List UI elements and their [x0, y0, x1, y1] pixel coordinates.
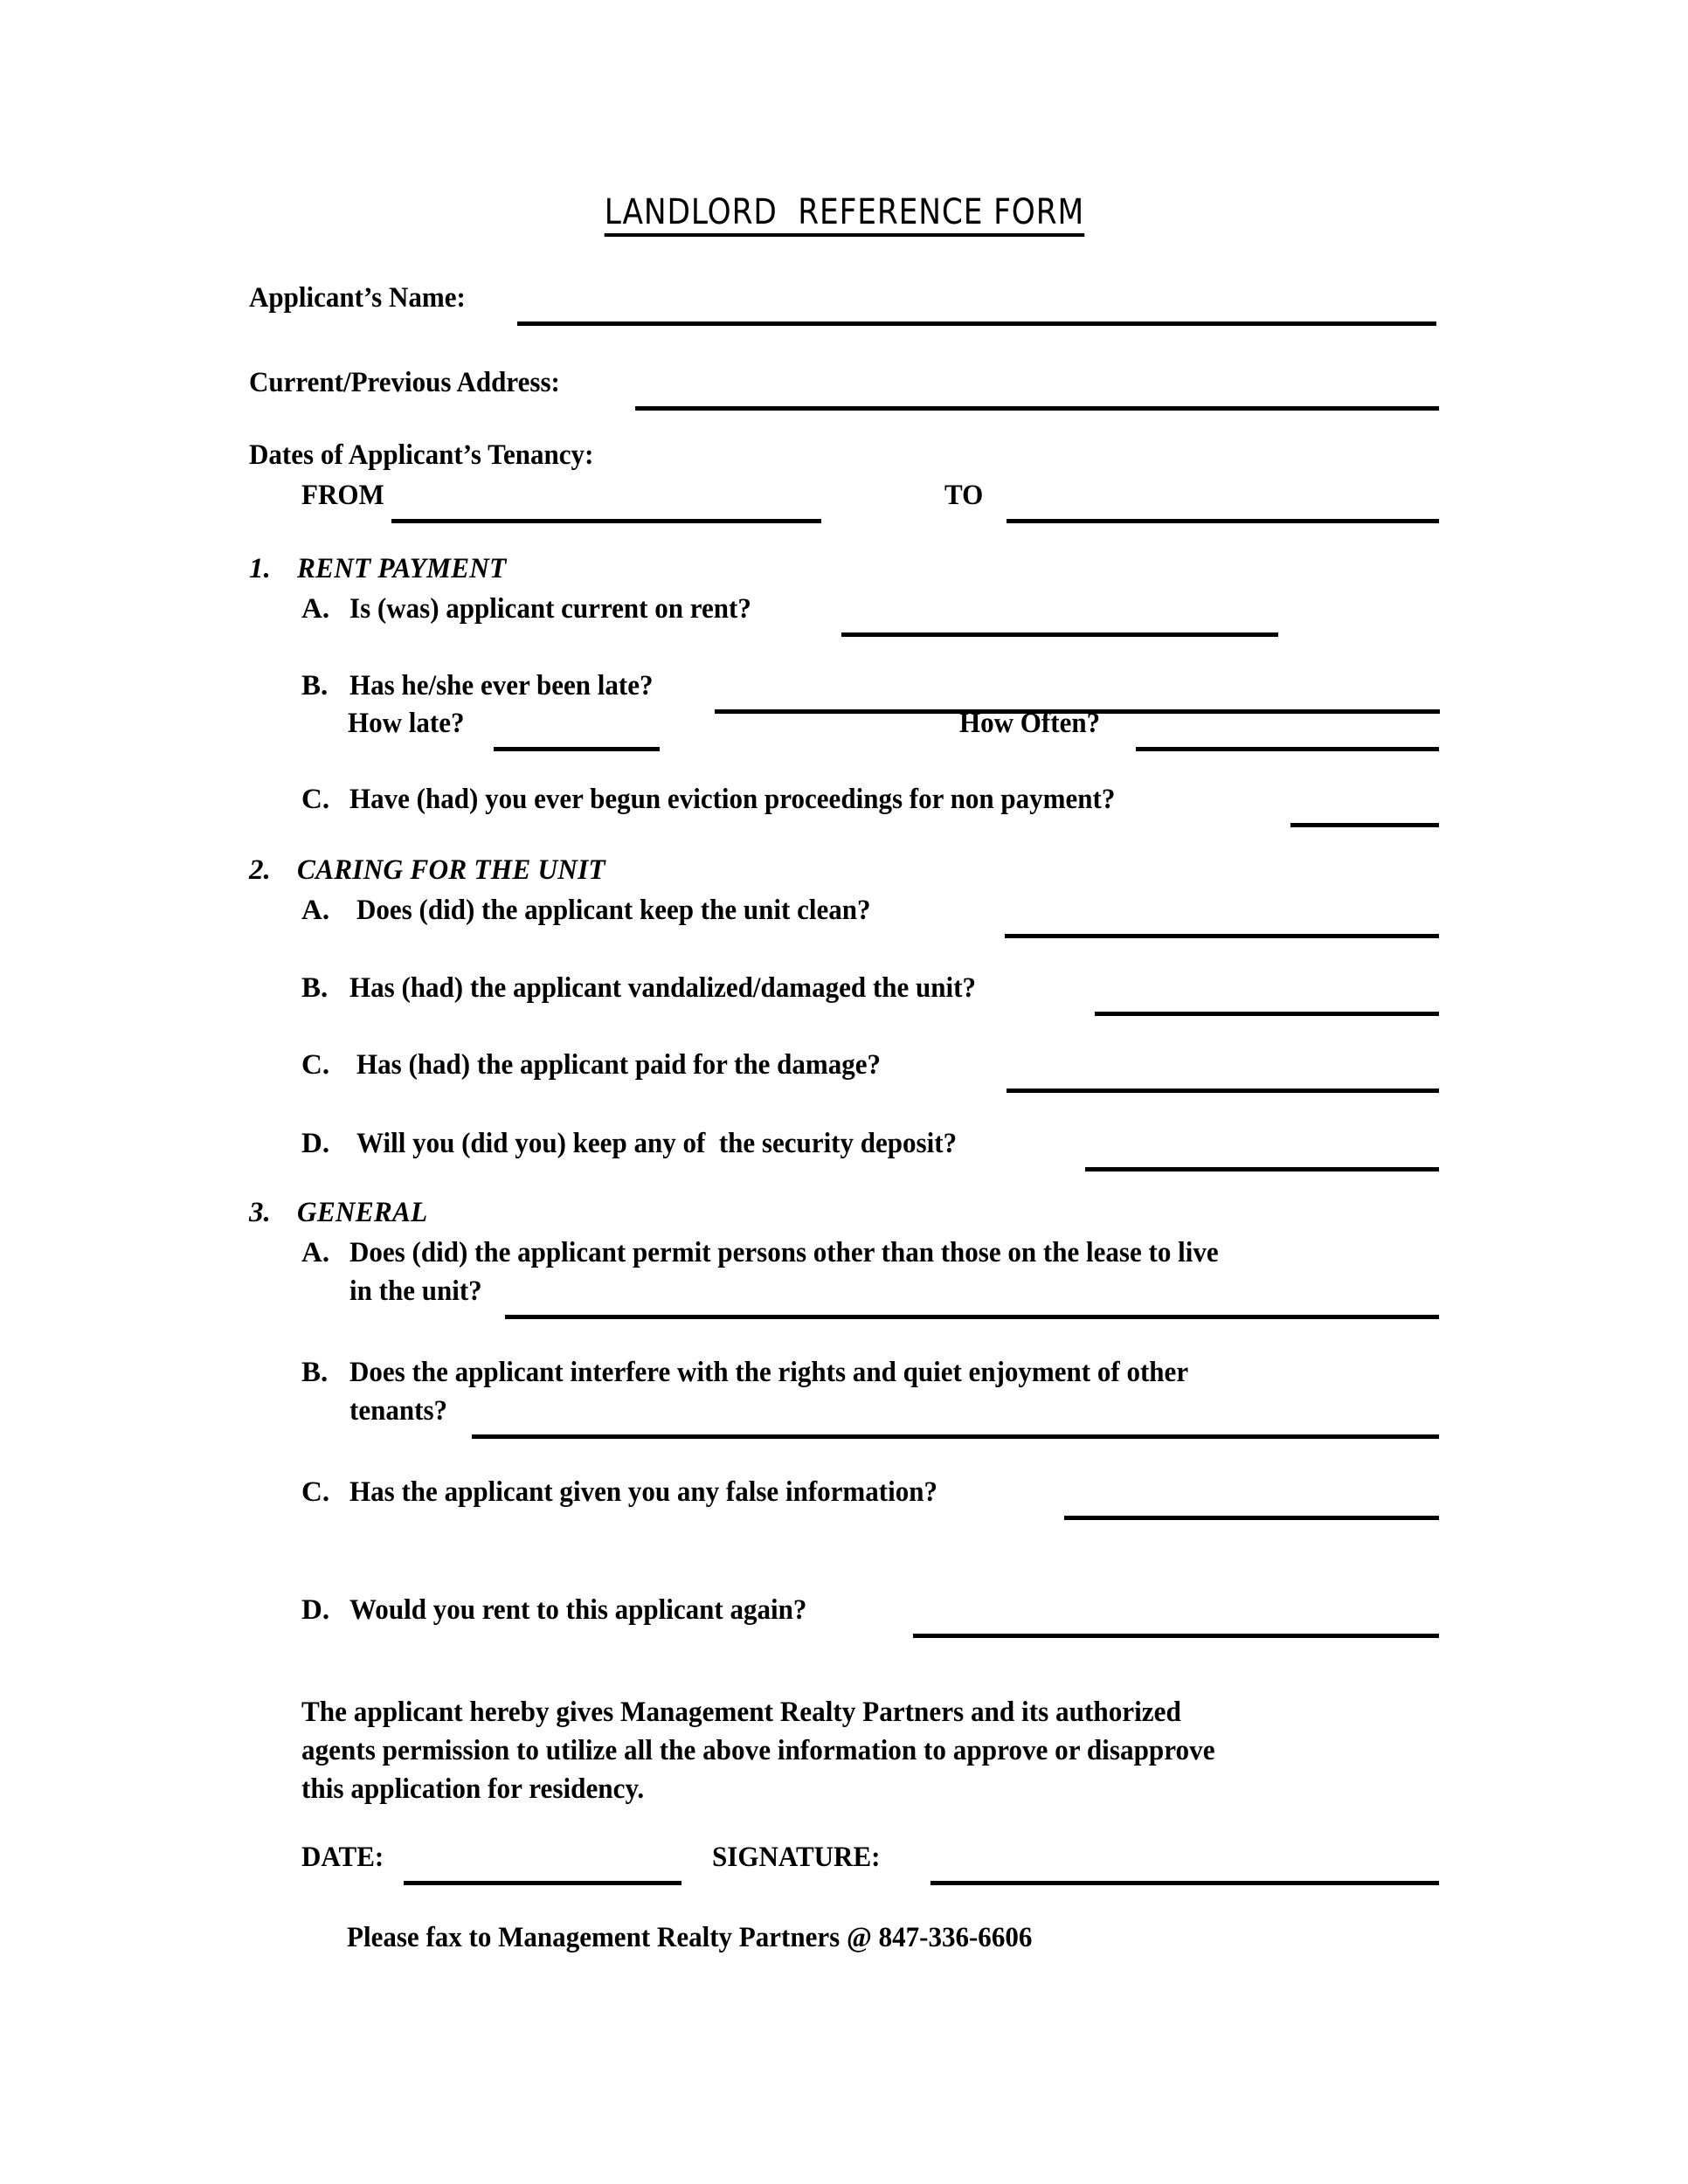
to-label: TO — [944, 480, 984, 511]
item-3b-text-line2: tenants? — [349, 1395, 448, 1427]
item-1a-letter: A. — [301, 593, 330, 625]
how-often-input[interactable] — [1136, 747, 1439, 751]
address-label: Current/Previous Address: — [249, 367, 560, 398]
item-3c-input[interactable] — [1064, 1516, 1439, 1520]
signature-input[interactable] — [930, 1881, 1439, 1885]
item-1c-input[interactable] — [1290, 823, 1439, 827]
item-3d-letter: D. — [301, 1594, 330, 1626]
section-3-title: GENERAL — [297, 1197, 428, 1228]
item-2a-input[interactable] — [1005, 934, 1439, 938]
address-input[interactable] — [635, 406, 1439, 411]
item-2b-input[interactable] — [1095, 1012, 1439, 1016]
signature-label: SIGNATURE: — [712, 1842, 881, 1873]
item-3a-input[interactable] — [505, 1315, 1439, 1319]
consent-line-2: agents permission to utilize all the above information to approve or disapprove — [301, 1735, 1215, 1766]
date-label: DATE: — [301, 1842, 384, 1873]
consent-line-1: The applicant hereby gives Management Realty Partners and its authorized — [301, 1697, 1181, 1728]
page-title-container — [0, 194, 1688, 237]
section-2-title: CARING FOR THE UNIT — [297, 854, 605, 886]
fax-instruction: Please fax to Management Realty Partners @ 847-336-6606 — [347, 1922, 1033, 1953]
tenancy-from-input[interactable] — [391, 519, 821, 523]
item-1a-text: Is (was) applicant current on rent? — [349, 593, 751, 625]
item-3d-input[interactable] — [913, 1634, 1439, 1638]
item-2a-text: Does (did) the applicant keep the unit clean? — [356, 895, 871, 926]
item-1c-letter: C. — [301, 784, 330, 815]
item-2d-input[interactable] — [1085, 1167, 1439, 1171]
item-2b-text: Has (had) the applicant vandalized/damaged the unit? — [349, 972, 977, 1004]
item-3b-input[interactable] — [472, 1434, 1439, 1439]
item-2b-letter: B. — [301, 972, 329, 1004]
item-3a-text: Does (did) the applicant permit persons other than those on the lease to live — [349, 1237, 1219, 1268]
how-late-label: How late? — [348, 708, 465, 739]
section-1-title: RENT PAYMENT — [297, 553, 507, 584]
item-2d-text: Will you (did you) keep any of the security deposit? — [356, 1128, 958, 1159]
applicant-name-label: Applicant’s Name: — [249, 282, 466, 314]
item-1c-text: Have (had) you ever begun eviction proceedings for non payment? — [349, 784, 1116, 815]
consent-paragraph — [301, 1693, 1391, 1808]
item-2c-text: Has (had) the applicant paid for the damage? — [356, 1049, 882, 1081]
how-late-input[interactable] — [494, 747, 660, 751]
item-3b-text: Does the applicant interfere with the rights and quiet enjoyment of other — [349, 1357, 1189, 1388]
item-3a-letter: A. — [301, 1237, 330, 1268]
item-1b-text: Has he/she ever been late? — [349, 670, 654, 702]
item-2c-input[interactable] — [1007, 1089, 1439, 1093]
from-label: FROM — [301, 480, 384, 511]
tenancy-dates-label: Dates of Applicant’s Tenancy: — [249, 439, 594, 471]
item-1b-letter: B. — [301, 670, 329, 702]
item-3c-text: Has the applicant given you any false information? — [349, 1476, 938, 1508]
section-2-number: 2. — [249, 854, 271, 886]
date-input[interactable] — [404, 1881, 681, 1885]
how-often-label: How Often? — [959, 708, 1101, 739]
item-3c-letter: C. — [301, 1476, 330, 1508]
section-1-number: 1. — [249, 553, 271, 584]
tenancy-to-input[interactable] — [1007, 519, 1439, 523]
consent-line-3: this application for residency. — [301, 1773, 645, 1805]
page-title: LANDLORD REFERENCE FORM — [604, 194, 1083, 237]
item-2d-letter: D. — [301, 1128, 330, 1159]
item-3d-text: Would you rent to this applicant again? — [349, 1594, 807, 1626]
section-3-number: 3. — [249, 1197, 271, 1228]
item-2c-letter: C. — [301, 1049, 330, 1081]
item-3a-text-line2: in the unit? — [349, 1275, 482, 1307]
item-3b-letter: B. — [301, 1357, 329, 1388]
applicant-name-input[interactable] — [517, 321, 1436, 326]
item-1a-input[interactable] — [841, 632, 1278, 637]
item-2a-letter: A. — [301, 895, 330, 926]
